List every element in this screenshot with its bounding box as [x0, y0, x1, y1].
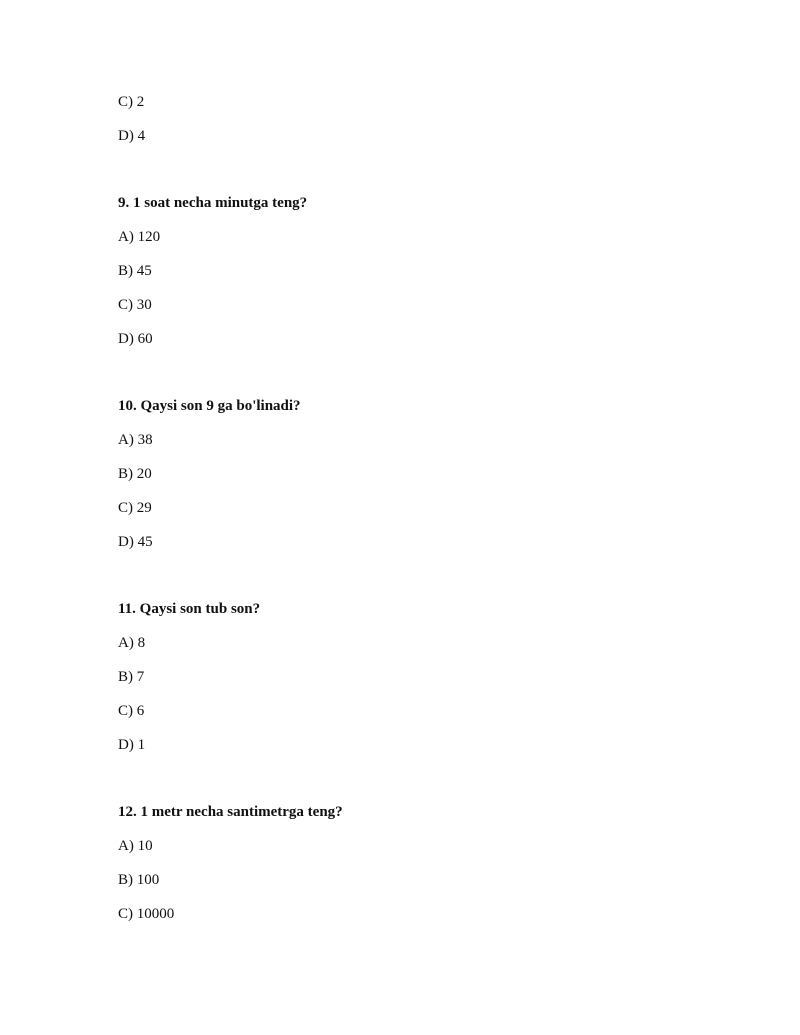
option-d: D) 60 [118, 331, 153, 347]
option-a: A) 38 [118, 432, 153, 448]
option-b: B) 100 [118, 872, 160, 888]
spacer [118, 363, 718, 396]
option-c: C) 30 [118, 297, 152, 313]
option-b: B) 45 [118, 263, 152, 279]
question-text: 11. Qaysi son tub son? [118, 601, 261, 617]
spacer [118, 566, 718, 599]
question-block-12 [118, 802, 718, 924]
option-c: C) 10000 [118, 906, 175, 922]
spacer [118, 769, 718, 802]
option-d: D) 1 [118, 737, 146, 753]
spacer [118, 160, 718, 193]
option-c: C) 2 [118, 94, 145, 110]
question-text: 10. Qaysi son 9 ga bo'linadi? [118, 398, 301, 414]
option-b: B) 20 [118, 466, 152, 482]
question-text: 12. 1 metr necha santimetrga teng? [118, 804, 343, 820]
quiz-page [118, 92, 718, 938]
question-text: 9. 1 soat necha minutga teng? [118, 195, 308, 211]
question-block-8 [118, 92, 718, 146]
option-c: C) 29 [118, 500, 152, 516]
question-block-11 [118, 599, 718, 755]
option-a: A) 10 [118, 838, 153, 854]
option-d: D) 4 [118, 128, 146, 144]
option-b: B) 7 [118, 669, 145, 685]
option-c: C) 6 [118, 703, 145, 719]
option-a: A) 8 [118, 635, 146, 651]
option-d: D) 45 [118, 534, 153, 550]
question-block-9 [118, 193, 718, 349]
question-block-10 [118, 396, 718, 552]
option-a: A) 120 [118, 229, 161, 245]
